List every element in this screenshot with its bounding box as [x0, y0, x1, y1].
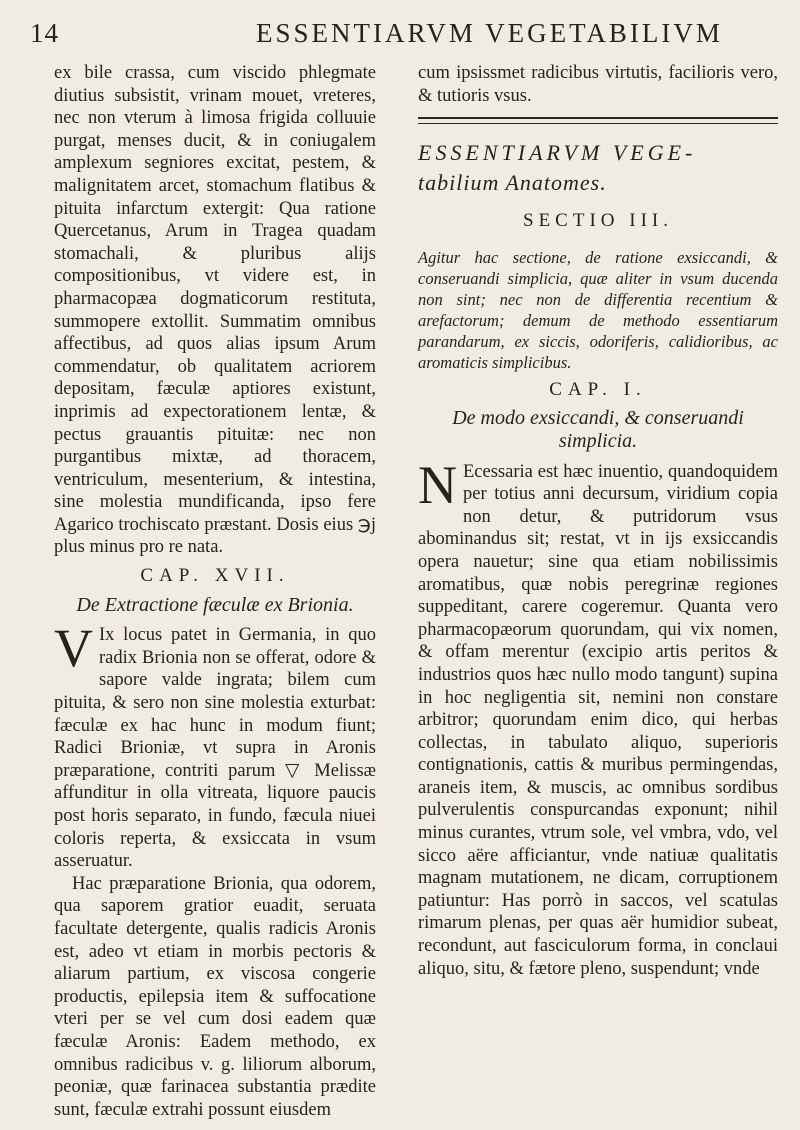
- paragraph: Hac præparatione Brionia, qua odorem, qua saporem gratior euadit, seruata facultate detergente, qualis radicis Aronis est, adeo vt etiam in morbis pectoris & aliarum partium, ex viscosa congerie productis, epilepsia item & suffocatione vteri per se vel cum dosi eadem quæ fæculæ Aronis: Eadem methodo, ex omnibus radicibus v. g. liliorum alborum, peoniæ, quæ farinacea substantia prædite sunt, fæculæ extrahi possunt eiusdem: [54, 873, 376, 1120]
- right-column: [418, 62, 778, 980]
- chapter-title-line: De modo exsiccandi, & conseruandi: [452, 407, 744, 430]
- paragraph: ex bile crassa, cum viscido phlegmate diutius subsistit, vrinam mouet, vreteres, nec non vterum à limosa frigida colluuie purgat, menses ducit, & in coniugalem amplexum segniores excitat, pestem, & malignitatem arcet, stomachum flatibus & pituita infarctum extergit: Qua ratione Quercetanus, Arum in Tragea quadam stomachali, & pluribus alijs compositionibus, vt videre est, in pharmacopæa dogmaticorum restituta, summopere extollit. Summatim omnibus affectibus, ad quos alias ipsum Arum commendatur, ob qualitatem acriorem depositam, fæculæ aptiores existunt, inprimis ad expectorationem lentæ, & pectus grauantis pituitæ: nec non purgantibus mixtæ, ad thoracem, ventriculum, mesenterium, & intestina, sine molestia mundificanda, ipso fere Agarico trochiscato præstant. Dosis eius ℈j plus minus pro re nata.: [54, 63, 376, 558]
- left-column: [54, 62, 376, 1121]
- chapter-title-line: simplicia.: [558, 429, 638, 452]
- section-heading: [418, 138, 778, 198]
- paragraph-text: Ecessaria est hæc inuentio, quandoquidem per totius anni decursum, viridium copia non detur, & putridorum vsus abominandus sit; restat, vt in ijs exsiccandis opera nauetur; sine qua etiam nobilissimis aromatibus, quæ nobis peregrinæ regiones suppeditant, carere cogeremur. Quanta vero pharmacopæorum quorundam, qui vix nomen, & offam merentur (excipio artis peritos & industrios quos hæc nullo modo tangunt) supina in hoc negligentia sit, nemini non constare arbitror; quorundam enim dico, qui herbas collectas, in tabulato aliquo, superioris contignationis, cattis & muribus permingendas, araneis item, & muscis, ac omnibus sordibus pulverulentis conspurcandas exponunt; nihil minus curantes, vtrum sole, vel vmbra, vdo, vel sicco aëre afficiantur, vnde natiuæ qualitatis magnam mutationem, ne dicam, corruptionem patiuntur: Has porrò in saccos, vel scatulas rimarum plenas, per quas aër humidior subeat, recondunt, aut fasciculorum forma, in conclaui aliquo, situ, & fætore pleno, suspendunt; vnde: [418, 461, 778, 979]
- chapter-number: CAP. XVII.: [140, 565, 290, 587]
- section-heading-line: ESSENTIARVM VEGE-: [418, 140, 697, 166]
- paragraph: cum ipsissmet radicibus virtutis, facilioris vero, & tutioris vsus.: [418, 63, 778, 106]
- section-heading-line: tabilium Anatomes.: [418, 170, 607, 196]
- paragraph-with-initial: [54, 618, 376, 873]
- section-rule: [418, 117, 778, 124]
- section-summary: Agitur hac sectione, de ratione exsiccandi, & conseruandi simplicia, quæ aliter in vsum ducenda non sint; nec non de differentia recentium & arefactorum; demum de methodo essentiarum parandarum, ex siccis, odoriferis, calidioribus, ac aromaticis simplicibus.: [418, 247, 778, 372]
- drop-cap-initial: V: [54, 618, 93, 679]
- running-title: ESSENTIARVM VEGETABILIVM: [256, 18, 723, 48]
- chapter-title: De Extractione fæculæ ex Brionia.: [76, 593, 354, 616]
- chapter-title: [418, 407, 778, 452]
- page-header: [28, 18, 780, 62]
- page-number: 14: [30, 18, 59, 48]
- section-number: SECTIO III.: [523, 210, 673, 232]
- paragraph-with-initial: [418, 454, 778, 981]
- drop-cap-initial: N: [418, 454, 457, 515]
- paragraph-text: Ix locus patet in Germania, in quo radix Brionia non se offerat, odore & sapore valde ingrata; bilem cum pituita, & sero non sine molestia exturbat: fæculæ ex hac hunc in modum fiunt; Radici Brioniæ, vt supra in Aronis præparatione, contriti parum ▽ Melissæ affunditur in olla vitreata, liquore paucis post horis separato, in fundo, fæcula niuei coloris reperta, & exsiccata in vsum asseruatur.: [54, 625, 376, 872]
- chapter-number: CAP. I.: [549, 378, 647, 400]
